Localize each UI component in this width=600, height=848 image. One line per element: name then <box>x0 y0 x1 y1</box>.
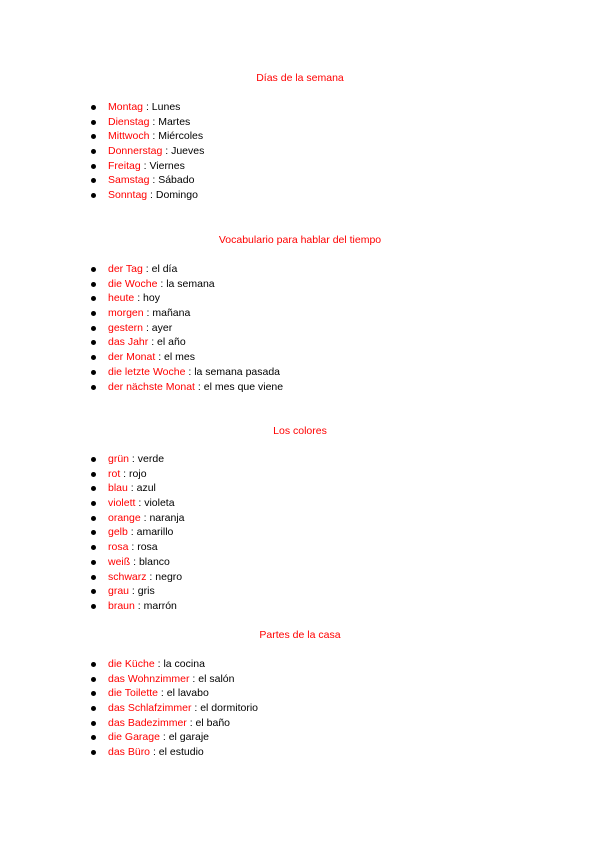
list-item <box>0 555 600 570</box>
separator: : <box>129 585 138 598</box>
separator: : <box>148 336 158 349</box>
german-term: Freitag <box>108 159 141 172</box>
bullet-icon <box>91 691 96 696</box>
german-term: die Toilette <box>108 687 159 700</box>
spanish-term: el mes <box>164 351 195 364</box>
bullet-icon <box>91 267 96 272</box>
spanish-term: la semana <box>166 277 215 290</box>
separator: : <box>135 497 145 510</box>
bullet-icon <box>91 662 96 667</box>
spanish-term: negro <box>155 570 183 583</box>
bullet-icon <box>91 355 96 360</box>
bullet-icon <box>91 120 96 125</box>
separator: : <box>162 145 172 158</box>
list-item <box>0 291 600 306</box>
german-term: das Schlafzimmer <box>108 702 192 715</box>
list-item <box>0 321 600 336</box>
bullet-icon <box>91 545 96 550</box>
bullet-icon <box>91 457 96 462</box>
list-item <box>0 335 600 350</box>
spanish-term: marrón <box>143 599 177 612</box>
german-term: das Wohnzimmer <box>108 672 190 685</box>
vocab-list-house <box>0 657 600 760</box>
spanish-term: rojo <box>129 467 147 480</box>
separator: : <box>159 731 169 744</box>
spanish-term: el día <box>151 263 178 275</box>
section-heading-colors: Los colores <box>273 425 327 437</box>
separator: : <box>130 555 139 568</box>
german-term: grün <box>108 453 130 465</box>
german-term: schwarz <box>108 570 147 583</box>
spanish-term: hoy <box>143 292 160 305</box>
german-term: der Monat <box>108 351 156 364</box>
list-item <box>0 584 600 599</box>
german-term: orange <box>108 511 141 524</box>
german-term: die Woche <box>108 277 158 290</box>
bullet-icon <box>91 385 96 390</box>
spanish-term: naranja <box>149 511 185 524</box>
separator: : <box>189 672 199 685</box>
spanish-term: Miércoles <box>158 130 204 143</box>
german-term: heute <box>108 292 135 305</box>
german-term: rosa <box>108 541 129 554</box>
bullet-icon <box>91 311 96 316</box>
german-term: die letzte Woche <box>108 365 186 378</box>
separator: : <box>143 321 152 334</box>
list-item <box>0 467 600 482</box>
list-item <box>0 277 600 292</box>
list-item <box>0 159 600 174</box>
german-term: blau <box>108 482 128 495</box>
bullet-icon <box>91 149 96 154</box>
list-item <box>0 745 600 760</box>
separator: : <box>129 453 138 465</box>
german-term: Dienstag <box>108 115 150 128</box>
list-item <box>0 672 600 687</box>
spanish-term: el baño <box>195 716 230 729</box>
german-term: morgen <box>108 307 144 320</box>
bullet-icon <box>91 750 96 755</box>
bullet-icon <box>91 164 96 169</box>
bullet-icon <box>91 105 96 110</box>
german-term: der Tag <box>108 263 143 275</box>
spanish-term: rosa <box>137 541 158 554</box>
separator: : <box>155 351 165 364</box>
list-item <box>0 525 600 540</box>
separator: : <box>120 467 130 480</box>
separator: : <box>143 101 152 113</box>
spanish-term: el año <box>157 336 186 349</box>
bullet-icon <box>91 604 96 609</box>
bullet-icon <box>91 575 96 580</box>
vocab-list-colors <box>0 452 600 614</box>
separator: : <box>149 115 159 128</box>
german-term: Mittwoch <box>108 130 150 143</box>
bullet-icon <box>91 560 96 565</box>
german-term: grau <box>108 585 130 598</box>
list-item <box>0 365 600 380</box>
bullet-icon <box>91 516 96 521</box>
bullet-icon <box>91 134 96 139</box>
separator: : <box>185 365 195 378</box>
separator: : <box>140 511 150 524</box>
german-term: die Garage <box>108 731 160 744</box>
german-term: gestern <box>108 321 144 334</box>
german-term: Montag <box>108 101 144 113</box>
german-term: weiß <box>108 555 131 568</box>
list-item <box>0 686 600 701</box>
separator: : <box>127 482 137 495</box>
bullet-icon <box>91 370 96 375</box>
list-item <box>0 188 600 203</box>
spanish-term: el estudio <box>158 746 204 759</box>
german-term: braun <box>108 599 135 612</box>
separator: : <box>186 716 196 729</box>
spanish-term: Martes <box>158 115 191 128</box>
list-item <box>0 350 600 365</box>
german-term: der nächste Monat <box>108 380 195 393</box>
spanish-term: gris <box>137 585 155 598</box>
separator: : <box>150 746 159 759</box>
list-item <box>0 115 600 130</box>
list-item <box>0 540 600 555</box>
list-item <box>0 100 600 115</box>
spanish-term: Domingo <box>155 189 198 202</box>
spanish-term: ayer <box>151 321 173 334</box>
spanish-term: verde <box>137 453 165 465</box>
spanish-term: la semana pasada <box>194 365 281 378</box>
separator: : <box>127 526 137 539</box>
list-item <box>0 716 600 731</box>
german-term: Sonntag <box>108 189 148 202</box>
bullet-icon <box>91 721 96 726</box>
list-item <box>0 511 600 526</box>
spanish-term: el lavabo <box>166 687 209 700</box>
german-term: das Badezimmer <box>108 716 187 729</box>
spanish-term: el mes que viene <box>203 380 284 393</box>
section-heading-time: Vocabulario para hablar del tiempo <box>218 234 382 246</box>
bullet-icon <box>91 193 96 198</box>
separator: : <box>140 159 150 172</box>
bullet-icon <box>91 706 96 711</box>
bullet-icon <box>91 472 96 477</box>
list-item <box>0 657 600 672</box>
bullet-icon <box>91 735 96 740</box>
list-item <box>0 144 600 159</box>
section-heading-house: Partes de la casa <box>259 629 341 641</box>
vocab-list-days <box>0 100 600 203</box>
list-item <box>0 481 600 496</box>
separator: : <box>154 658 164 670</box>
spanish-term: blanco <box>138 555 170 568</box>
list-item <box>0 129 600 144</box>
spanish-term: el dormitorio <box>200 702 258 715</box>
bullet-icon <box>91 340 96 345</box>
bullet-icon <box>91 530 96 535</box>
list-item <box>0 701 600 716</box>
section-heading-days: Días de la semana <box>256 72 344 84</box>
spanish-term: la cocina <box>163 658 205 670</box>
spanish-term: el garaje <box>168 731 209 744</box>
spanish-term: Sábado <box>158 174 195 187</box>
german-term: das Büro <box>108 746 151 759</box>
list-item <box>0 496 600 511</box>
spanish-term: Viernes <box>149 159 185 172</box>
separator: : <box>157 277 167 290</box>
list-item <box>0 452 600 467</box>
separator: : <box>194 380 204 393</box>
separator: : <box>142 263 152 275</box>
vocab-list-time <box>0 262 600 394</box>
german-term: Donnerstag <box>108 145 163 158</box>
bullet-icon <box>91 296 96 301</box>
bullet-icon <box>91 178 96 183</box>
separator: : <box>191 702 201 715</box>
spanish-term: violeta <box>144 497 175 510</box>
list-item <box>0 262 600 277</box>
separator: : <box>146 570 156 583</box>
german-term: das Jahr <box>108 336 149 349</box>
separator: : <box>143 307 153 320</box>
spanish-term: el salón <box>198 672 235 685</box>
bullet-icon <box>91 486 96 491</box>
spanish-term: Jueves <box>171 145 205 158</box>
bullet-icon <box>91 589 96 594</box>
spanish-term: mañana <box>152 307 191 320</box>
separator: : <box>149 130 159 143</box>
bullet-icon <box>91 326 96 331</box>
german-term: Samstag <box>108 174 150 187</box>
separator: : <box>158 687 167 700</box>
german-term: die Küche <box>108 658 155 670</box>
separator: : <box>147 189 156 202</box>
list-item <box>0 380 600 395</box>
german-term: gelb <box>108 526 128 539</box>
separator: : <box>134 292 144 305</box>
bullet-icon <box>91 282 96 287</box>
german-term: rot <box>108 467 121 480</box>
list-item <box>0 599 600 614</box>
list-item <box>0 730 600 745</box>
spanish-term: azul <box>136 482 156 495</box>
bullet-icon <box>91 501 96 506</box>
separator: : <box>149 174 159 187</box>
german-term: violett <box>108 497 136 510</box>
spanish-term: Lunes <box>151 101 181 113</box>
separator: : <box>134 599 144 612</box>
separator: : <box>128 541 138 554</box>
list-item <box>0 306 600 321</box>
bullet-icon <box>91 677 96 682</box>
list-item <box>0 173 600 188</box>
spanish-term: amarillo <box>136 526 174 539</box>
list-item <box>0 570 600 585</box>
